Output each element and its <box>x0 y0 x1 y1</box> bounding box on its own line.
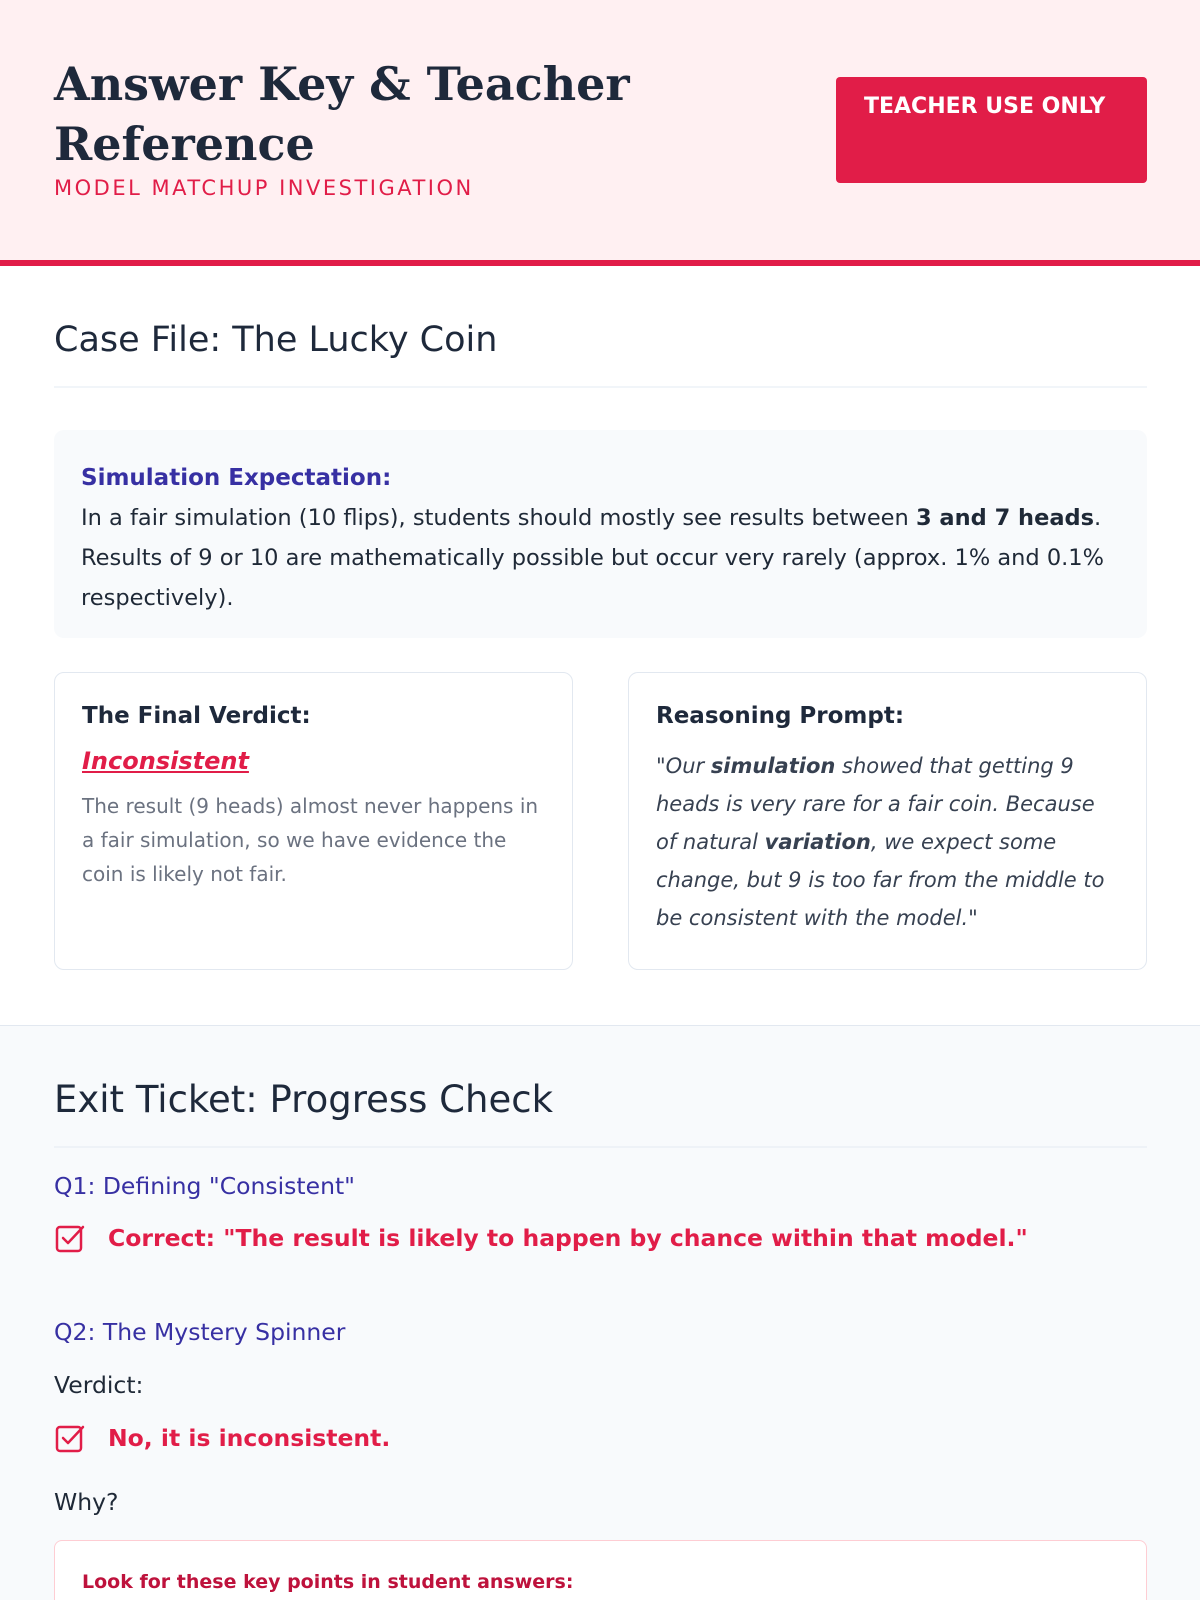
case-file-section <box>0 266 1200 1026</box>
key-points-box <box>54 1540 1147 1600</box>
page-header <box>0 0 1200 266</box>
q2-why-label: Why? <box>54 1488 119 1516</box>
reasoning-part-2: showed that getting 9 heads is very rare for a fair coin. Because of natural <box>656 754 1095 854</box>
reasoning-part-3: , we expect some change, but 9 is too far from the middle to be consistent with the model." <box>656 830 1105 930</box>
simulation-expectation-label: Simulation Expectation: <box>81 465 392 491</box>
q2-verdict-label: Verdict: <box>54 1371 144 1399</box>
reasoning-bold-variation: variation <box>764 830 871 854</box>
simulation-expectation-box <box>54 430 1147 638</box>
page-subtitle: MODEL MATCHUP INVESTIGATION <box>54 176 474 200</box>
checkbox-checked-icon <box>54 1422 86 1454</box>
page-title: Answer Key & Teacher Reference <box>54 57 630 171</box>
q2-heading: Q2: The Mystery Spinner <box>54 1318 346 1346</box>
exit-ticket-title: Exit Ticket: Progress Check <box>54 1078 553 1121</box>
reasoning-prompt-card <box>628 672 1147 970</box>
exit-ticket-section <box>0 1026 1200 1600</box>
q1-answer-text: Correct: "The result is likely to happen by chance within that model." <box>108 1224 1028 1252</box>
q1-heading: Q1: Defining "Consistent" <box>54 1172 355 1200</box>
key-points-label: Look for these key points in student answers: <box>82 1571 574 1593</box>
reasoning-bold-simulation: simulation <box>710 754 836 778</box>
q2-verdict-answer-row <box>54 1422 390 1454</box>
section-divider <box>54 1146 1147 1148</box>
reasoning-prompt-text <box>656 747 1119 937</box>
q2-verdict-answer-text: No, it is inconsistent. <box>108 1424 391 1452</box>
section-divider <box>54 386 1147 388</box>
checkbox-checked-icon <box>54 1222 86 1254</box>
teacher-use-only-badge: TEACHER USE ONLY <box>836 77 1147 183</box>
simulation-expectation-text <box>81 498 1120 618</box>
expectation-text-before: In a fair simulation (10 flips), students should mostly see results between <box>81 505 916 531</box>
final-verdict-word: Inconsistent <box>82 747 249 775</box>
case-file-title: Case File: The Lucky Coin <box>54 320 498 360</box>
expectation-text-after: . Results of 9 or 10 are mathematically possible but occur very rarely (approx. 1% and 0.1% respectively). <box>81 505 1104 611</box>
final-verdict-card <box>54 672 573 970</box>
q1-answer-row <box>54 1222 1028 1254</box>
final-verdict-explanation: The result (9 heads) almost never happens in a fair simulation, so we have evidence the coin is likely not fair. <box>82 794 539 886</box>
reasoning-part-1: "Our <box>656 754 711 778</box>
reasoning-prompt-heading: Reasoning Prompt: <box>656 703 905 729</box>
final-verdict-heading: The Final Verdict: <box>82 703 311 729</box>
expectation-text-bold: 3 and 7 heads <box>915 505 1095 531</box>
